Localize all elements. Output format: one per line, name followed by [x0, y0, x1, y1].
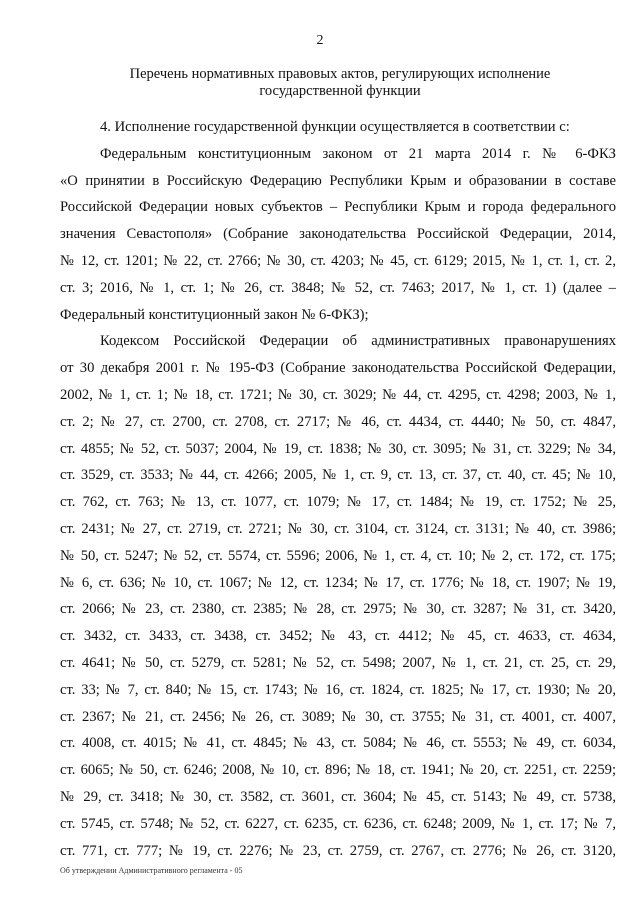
- section-title-line: Перечень нормативных правовых актов, регулирующих исполнение: [129, 66, 551, 82]
- text-line: ст. 771, ст. 777; № 19, ст. 2276; № 23, ст. 2759, ст. 2767, ст. 2776; № 26, ст. 3120,: [60, 842, 616, 859]
- text-line: от 30 декабря 2001 г. № 195-ФЗ (Собрание законодательства Российской Федерации,: [60, 360, 616, 377]
- text-line: Кодексом Российской Федерации об административных правонарушениях: [100, 333, 616, 350]
- text-line: № 6, ст. 636; № 10, ст. 1067; № 12, ст. 1234; № 17, ст. 1776; № 18, ст. 1907; № 19,: [60, 574, 616, 591]
- text-line: ст. 4008, ст. 4015; № 41, ст. 4845; № 43, ст. 5084; № 46, ст. 5553; № 49, ст. 6034,: [60, 735, 616, 752]
- text-line: «О принятии в Российскую Федерацию Республики Крым и образовании в составе: [60, 172, 616, 189]
- text-line: ст. 2367; № 21, ст. 2456; № 26, ст. 3089; № 30, ст. 3755; № 31, ст. 4001, ст. 4007,: [60, 708, 616, 725]
- text-line: Федеральным конституционным законом от 21 марта 2014 г. № 6-ФКЗ: [100, 145, 616, 162]
- text-line: ст. 3432, ст. 3433, ст. 3438, ст. 3452; № 43, ст. 4412; № 45, ст. 4633, ст. 4634,: [60, 628, 616, 645]
- text-line: № 12, ст. 1201; № 22, ст. 2766; № 30, ст. 4203; № 45, ст. 6129; 2015, № 1, ст. 1, ст. 2,: [60, 252, 616, 269]
- text-line: ст. 4641; № 50, ст. 5279, ст. 5281; № 52, ст. 5498; 2007, № 1, ст. 21, ст. 25, ст. 29,: [60, 654, 616, 671]
- intro-line: 4. Исполнение государственной функции осуществляется в соответствии с:: [100, 119, 570, 135]
- text-line: ст. 4855; № 52, ст. 5037; 2004, № 19, ст. 1838; № 30, ст. 3095; № 31, ст. 3229; № 34,: [60, 440, 616, 457]
- text-line: ст. 6065; № 50, ст. 6246; 2008, № 10, ст. 896; № 18, ст. 1941; № 20, ст. 2251, ст. 2259;: [60, 762, 616, 779]
- text-line: 2002, № 1, ст. 1; № 18, ст. 1721; № 30, ст. 3029; № 44, ст. 4295, ст. 4298; 2003, № 1,: [60, 386, 616, 403]
- paragraph-admin-code: [60, 328, 616, 864]
- text-line: ст. 3; 2016, № 1, ст. 1; № 26, ст. 3848; № 52, ст. 7463; 2017, № 1, ст. 1) (далее –: [60, 279, 616, 296]
- section-title-line: государственной функции: [259, 83, 421, 99]
- paragraph-federal-law: [60, 141, 616, 329]
- text-line: ст. 2; № 27, ст. 2700, ст. 2708, ст. 2717; № 46, ст. 4434, ст. 4440; № 50, ст. 4847,: [60, 413, 616, 430]
- text-line: Федеральный конституционный закон № 6-ФКЗ);: [60, 306, 369, 323]
- text-line: ст. 5745, ст. 5748; № 52, ст. 6227, ст. 6235, ст. 6236, ст. 6248; 2009, № 1, ст. 17; № 7,: [60, 815, 616, 832]
- page-number: 2: [316, 33, 324, 48]
- text-line: ст. 762, ст. 763; № 13, ст. 1077, ст. 1079; № 17, ст. 1484; № 19, ст. 1752; № 25,: [60, 494, 616, 511]
- text-line: № 29, ст. 3418; № 30, ст. 3582, ст. 3601, ст. 3604; № 45, ст. 5143; № 49, ст. 5738,: [60, 788, 616, 805]
- text-line: ст. 2431; № 27, ст. 2719, ст. 2721; № 30, ст. 3104, ст. 3124, ст. 3131; № 40, ст. 3986;: [60, 520, 616, 537]
- text-line: ст. 33; № 7, ст. 840; № 15, ст. 1743; № 16, ст. 1824, ст. 1825; № 17, ст. 1930; № 20,: [60, 681, 616, 698]
- document-body: [60, 114, 616, 864]
- footer-note: Об утверждении Административного регламента - 05: [60, 866, 243, 875]
- text-line: значения Севастополя» (Собрание законодательства Российской Федерации, 2014,: [60, 226, 616, 243]
- section-title: [60, 66, 620, 100]
- text-line: № 50, ст. 5247; № 52, ст. 5574, ст. 5596; 2006, № 1, ст. 4, ст. 10; № 2, ст. 172, ст. 175;: [60, 547, 616, 564]
- text-line: Российской Федерации новых субъектов – Республики Крым и города федерального: [60, 199, 616, 216]
- text-line: ст. 2066; № 23, ст. 2380, ст. 2385; № 28, ст. 2975; № 30, ст. 3287; № 31, ст. 3420,: [60, 601, 616, 618]
- text-line: ст. 3529, ст. 3533; № 44, ст. 4266; 2005, № 1, ст. 9, ст. 13, ст. 37, ст. 40, ст. 45; № 10,: [60, 467, 616, 484]
